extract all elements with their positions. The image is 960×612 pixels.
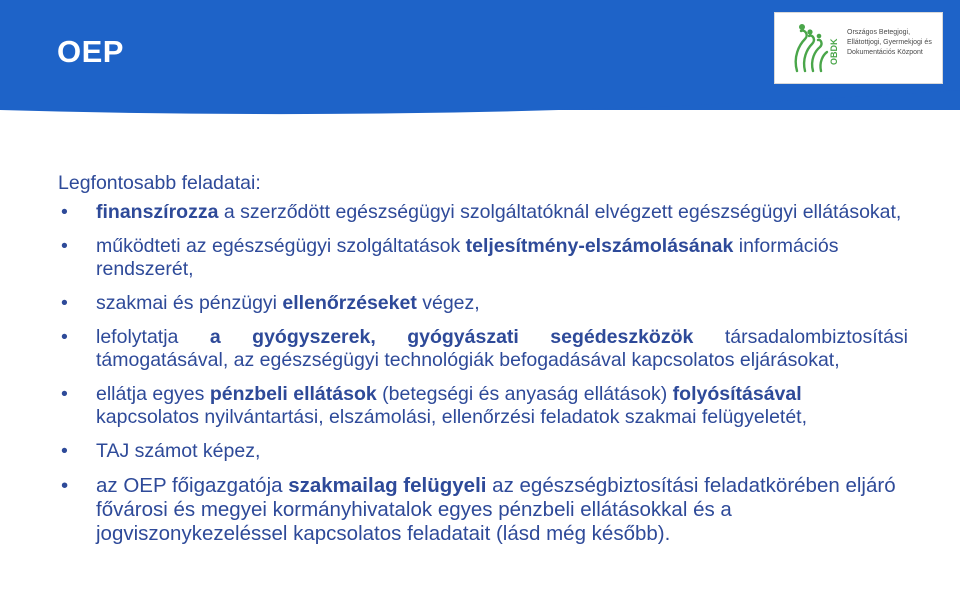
text-segment: ellátja egyes bbox=[96, 383, 210, 405]
text-segment: TAJ számot képez, bbox=[96, 440, 261, 462]
list-item bbox=[58, 383, 908, 429]
bold-text: teljesítmény-elszámolásának bbox=[465, 235, 734, 257]
text-segment: társadalombiztosítási támogatásával, az egészségügyi technológiák befogadásával kapcsolatos eljárásokat, bbox=[96, 326, 908, 371]
text-segment: kapcsolatos nyilvántartási, elszámolási, ellenőrzési feladatok szakmai felügyeletét, bbox=[96, 406, 808, 428]
text-segment: információs rendszerét, bbox=[96, 235, 839, 280]
logo-text bbox=[847, 28, 943, 58]
list-item bbox=[58, 235, 908, 281]
text-segment: az OEP főigazgatója bbox=[96, 474, 289, 497]
list-item bbox=[58, 326, 908, 372]
text-segment: végez, bbox=[416, 292, 480, 314]
logo-line: Dokumentációs Központ bbox=[847, 49, 923, 56]
header-curve bbox=[0, 88, 960, 128]
text-segment: (betegségi és anyaság ellátások) bbox=[376, 383, 673, 405]
bold-text: folyósításával bbox=[672, 383, 802, 405]
slide-title: OEP bbox=[57, 34, 124, 69]
list-item bbox=[58, 474, 908, 546]
intro-text: Legfontosabb feladatai: bbox=[58, 172, 261, 194]
bold-text: a gyógyszerek, gyógyászati segédeszközök bbox=[209, 326, 694, 348]
logo-line: Országos Betegjogi, bbox=[847, 29, 911, 36]
bold-text: pénzbeli ellátások bbox=[209, 383, 377, 405]
bold-text: ellenőrzéseket bbox=[282, 292, 417, 314]
logo-line: Ellátottjogi, Gyermekjogi és bbox=[847, 39, 932, 46]
obdk-logo bbox=[774, 12, 943, 84]
text-segment: az egészségbiztosítási feladatkörében eljáró fővárosi és megyei kormányhivatalok egyes pénzbeli ellátásokkal és a jogviszonykezeléssel kapcsolatos feladatait (lásd még később). bbox=[96, 474, 896, 545]
text-segment: lefolytatja bbox=[96, 326, 210, 348]
list-item bbox=[58, 201, 908, 224]
list-item bbox=[58, 292, 908, 315]
list-item bbox=[58, 440, 908, 463]
bold-text: szakmailag felügyeli bbox=[288, 474, 487, 497]
logo-vertical-text: OBDK bbox=[829, 38, 839, 65]
text-segment: szakmai és pénzügyi bbox=[96, 292, 283, 314]
slide-content bbox=[58, 172, 908, 557]
text-segment: működteti az egészségügyi szolgáltatások bbox=[96, 235, 466, 257]
bold-text: finanszírozza bbox=[96, 201, 219, 223]
text-segment: a szerződött egészségügyi szolgáltatóknál elvégzett egészségügyi ellátásokat, bbox=[218, 201, 902, 223]
task-list bbox=[58, 201, 908, 546]
